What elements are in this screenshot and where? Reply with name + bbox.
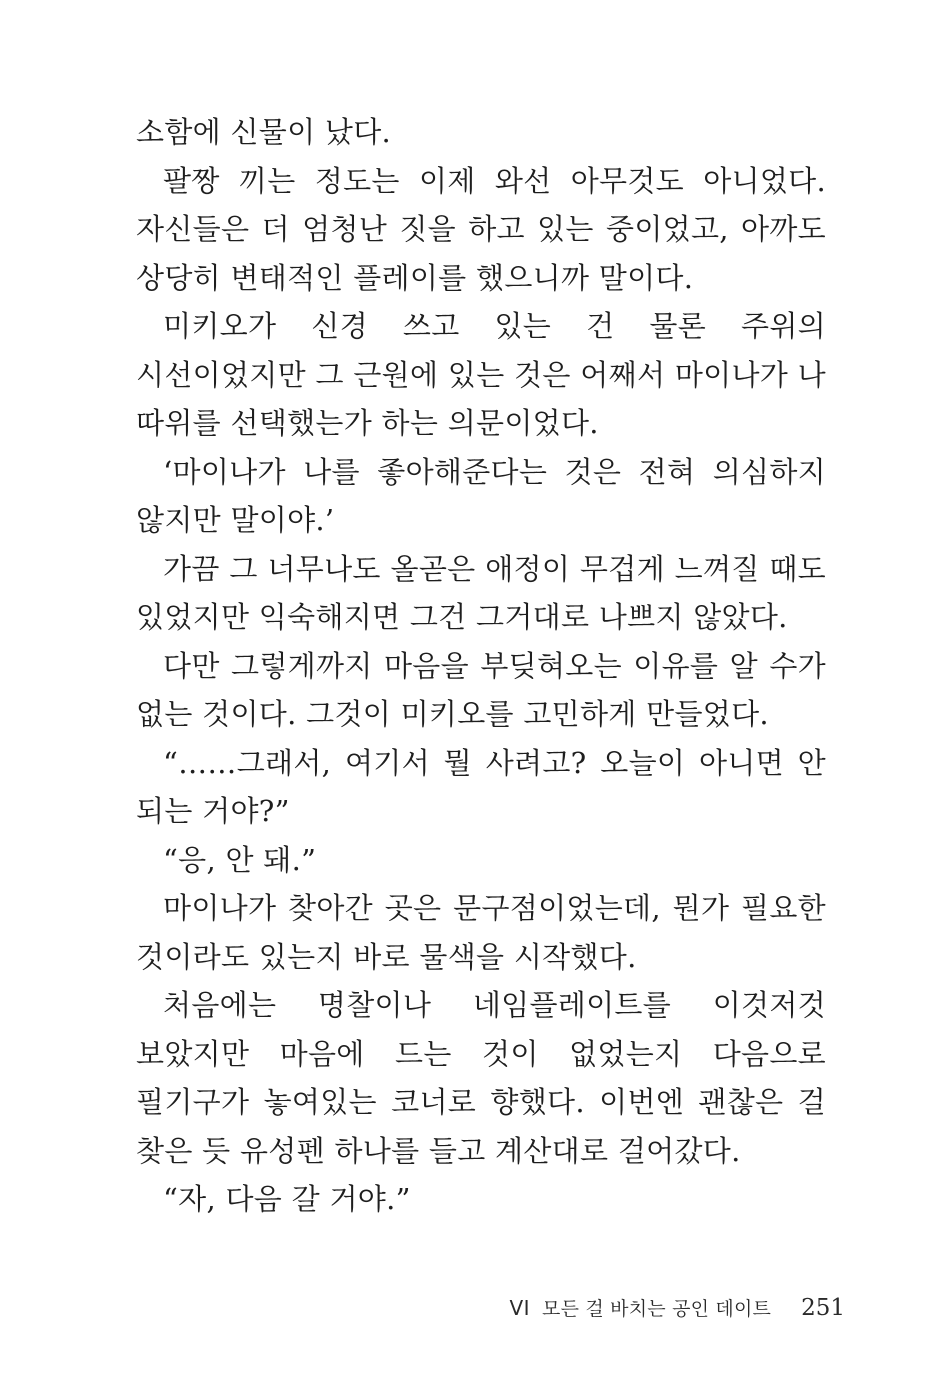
paragraph: “응, 안 돼.”	[163, 842, 317, 877]
paragraph: 처음에는 명찰이나 네임플레이트를 이것저것 보았지만 마음에 드는 것이 없었는지 다음으로 필기구가 놓여있는 코너로 향했다. 이번엔 괜찮은 걸 찾은 듯 유성펜 하나를 들고 계산대로 걸어갔다.	[136, 988, 826, 1168]
paragraph: “……그래서, 여기서 뭘 사려고? 오늘이 아니면 안 되는 거야?”	[136, 745, 826, 828]
page-number: 251	[801, 1295, 845, 1321]
chapter-title: 모든 걸 바치는 공인 데이트	[542, 1298, 772, 1320]
paragraph: 가끔 그 너무나도 올곧은 애정이 무겁게 느껴질 때도 있었지만 익숙해지면 그건 그거대로 나쁘지 않았다.	[136, 551, 826, 634]
paragraph: 다만 그렇게까지 마음을 부딪혀오는 이유를 알 수가 없는 것이다. 그것이 미키오를 고민하게 만들었다.	[136, 648, 826, 731]
paragraph: 미키오가 신경 쓰고 있는 건 물론 주위의 시선이었지만 그 근원에 있는 것은 어째서 마이나가 나 따위를 선택했는가 하는 의문이었다.	[136, 309, 826, 440]
body-text	[136, 108, 826, 1224]
paragraph: 소함에 신물이 났다.	[136, 115, 392, 149]
paragraph: 마이나가 찾아간 곳은 문구점이었는데, 뭔가 필요한 것이라도 있는지 바로 물색을 시작했다.	[136, 891, 826, 974]
paragraph: ‘마이나가 나를 좋아해준다는 것은 전혀 의심하지 않지만 말이야.’	[136, 454, 826, 537]
running-footer	[509, 1294, 845, 1321]
paragraph: “자, 다음 갈 거야.”	[163, 1182, 411, 1216]
part-number: VI	[509, 1296, 531, 1320]
paragraph: 팔짱 끼는 정도는 이제 와선 아무것도 아니었다. 자신들은 더 엄청난 짓을 하고 있는 중이었고, 아까도 상당히 변태적인 플레이를 했으니까 말이다.	[136, 163, 826, 295]
